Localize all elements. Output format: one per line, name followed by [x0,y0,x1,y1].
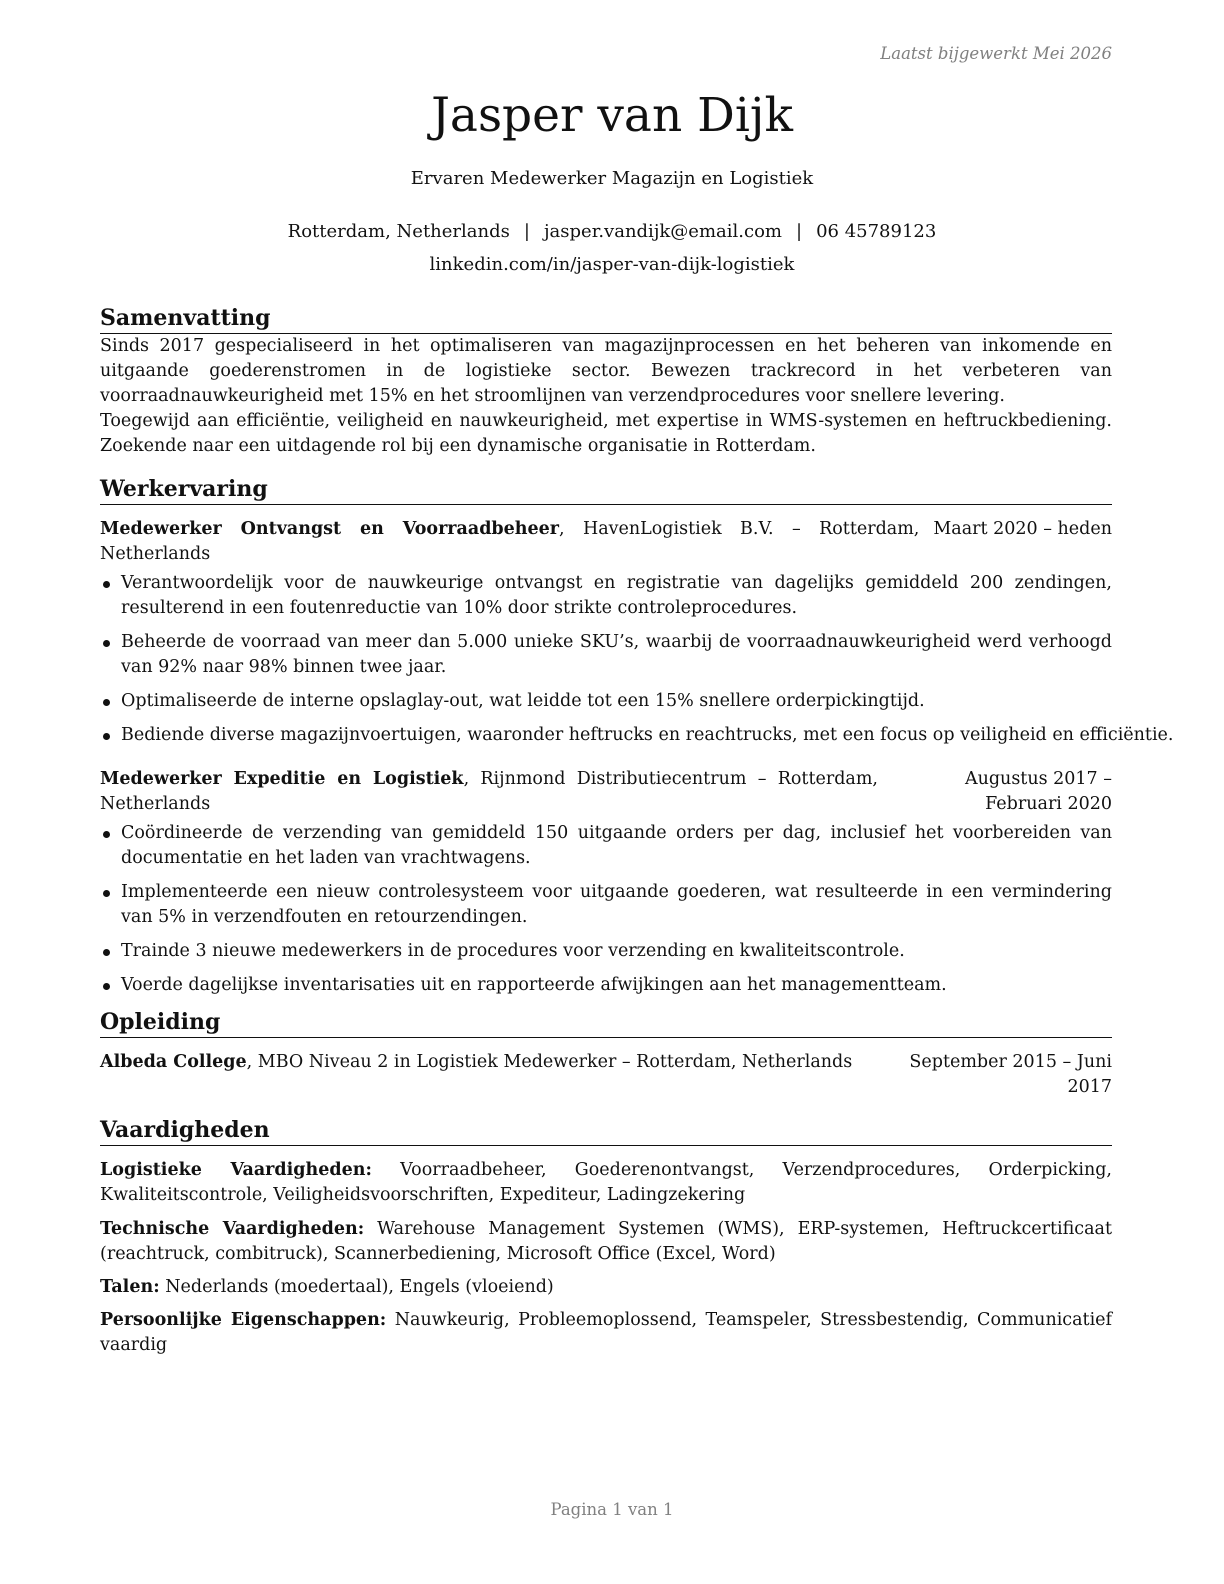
skill-label: Persoonlijke Eigenschappen: [100,1310,387,1330]
education-entry [100,1050,1112,1100]
separator: | [523,221,530,242]
job-dates: Maart 2020 – heden [933,519,1112,539]
page-number: Pagina 1 van 1 [550,1500,674,1519]
skill-value: Nederlands (moedertaal), Engels (vloeiend) [159,1277,554,1297]
bullet-text: Voerde dagelijkse inventarisaties uit en rapporteerde afwijkingen aan het managementteam. [121,975,947,995]
bullet-text: Optimaliseerde de interne opslaglay-out, wat leidde tot een 15% snellere orderpickingtijd. [121,691,925,711]
list-item [100,723,1174,748]
job-title-line [100,767,892,817]
job-dates: Augustus 2017 – Februari 2020 [964,769,1112,814]
skill-value: Nauwkeurig, Probleemoplossend, Teamspeler, Stressbestendig, Communicatief vaardig [100,1310,1113,1355]
list-item [100,821,1112,871]
education-details: , MBO Niveau 2 in Logistiek Medewerker – Rotterdam, Netherlands [246,1052,853,1072]
candidate-tagline: Ervaren Medewerker Magazijn en Logistiek [410,168,814,189]
list-item [100,571,1112,621]
skill-line [100,1158,1112,1208]
bullet-text: Beheerde de voorraad van meer dan 5.000 unieke SKU’s, waarbij de voorraadnauwkeurigheid werd verhoogd van 92% naar 98% binnen twee jaar. [121,632,1112,677]
skill-label: Logistieke Vaardigheden: [100,1160,372,1180]
education-section [100,1007,1112,1100]
contact-line [0,220,1224,244]
bullet-icon [103,983,110,990]
education-line [100,1050,909,1075]
section-heading-experience: Werkervaring [100,474,1112,505]
bullet-icon [103,581,110,588]
list-item [100,939,1112,964]
bullet-text: Verantwoordelijk voor de nauwkeurige ontvangst en registratie van dagelijks gemiddeld 200 zendingen, resulterend in een foutenreductie van 10% door strikte controleprocedures. [121,573,1112,618]
summary-paragraph: Toegewijd aan efficiëntie, veiligheid en nauwkeurigheid, met expertise in WMS-systemen en heftruckbediening. Zoekende naar een uitdagende rol bij een dynamische organisatie in Rotterdam. [100,411,1112,456]
list-item [100,630,1112,680]
education-dates-line: September 2015 – Juni [909,1052,1112,1072]
job-header [100,767,1112,817]
skill-label: Talen: [100,1277,160,1297]
job-entry [100,767,1112,998]
skills-section [100,1115,1112,1358]
bullet-icon [103,831,110,838]
job-entry [100,517,1174,748]
bullet-text: Trainde 3 nieuwe medewerkers in de procedures voor verzending en kwaliteitscontrole. [121,941,905,961]
resume-body [100,303,1174,1358]
school-name: Albeda College [100,1052,247,1072]
list-item [100,689,1112,714]
education-dates-line: 2017 [1067,1077,1112,1097]
job-details: , HavenLogistiek B.V. – Rotterdam, Netherlands [100,519,920,564]
linkedin-link[interactable]: linkedin.com/in/jasper-van-dijk-logistiek [429,254,795,275]
bullet-text: Coördineerde de verzending van gemiddeld 150 uitgaande orders per dag, inclusief het voorbereiden van documentatie en het laden van vrachtwagens. [121,823,1112,868]
list-item [100,880,1112,930]
email-link[interactable]: jasper.vandijk@email.com [543,221,782,242]
skill-value: Warehouse Management Systemen (WMS), ERP-systemen, Heftruckcertificaat (reachtruck, combitruck), Scannerbediening, Microsoft Office (Excel, Word) [100,1219,1112,1264]
phone-text: 06 45789123 [816,221,937,242]
job-header [100,517,1112,567]
bullet-icon [103,890,110,897]
summary-section [100,303,1112,459]
job-details: , Rijnmond Distributiecentrum – Rotterdam, Netherlands [100,769,878,814]
bullet-icon [103,699,110,706]
location-text: Rotterdam, Netherlands [287,221,510,242]
section-heading-summary: Samenvatting [100,303,1112,334]
bullet-icon [103,640,110,647]
separator: | [795,221,803,242]
skill-line [100,1217,1112,1267]
section-heading-skills: Vaardigheden [100,1115,1112,1146]
job-bullets [100,571,1174,748]
experience-section [100,474,1174,998]
skill-line [100,1275,1112,1300]
job-title: Medewerker Ontvangst en Voorraadbeheer [100,519,560,539]
bullet-text: Implementeerde een nieuw controlesysteem voor uitgaande goederen, wat resulteerde in een vermindering van 5% in verzendfouten en retourzendingen. [121,882,1112,927]
list-item [100,973,1112,998]
summary-paragraph: Sinds 2017 gespecialiseerd in het optimaliseren van magazijnprocessen en het beheren van inkomende en uitgaande goederenstromen in de logistieke sector. Bewezen trackrecord in het verbeteren van voorraadnauwkeurigheid met 15% en het stroomlijnen van verzendprocedures voor snellere levering. [100,336,1112,406]
bullet-icon [103,949,110,956]
education-dates [909,1050,1112,1100]
job-bullets [100,821,1112,998]
skill-value: Voorraadbeheer, Goederenontvangst, Verzendprocedures, Orderpicking, Kwaliteitscontrole, Veiligheidsvoorschriften, Expediteur, Ladingzekering [100,1160,1112,1205]
bullet-icon [103,733,110,740]
skill-label: Technische Vaardigheden: [100,1219,365,1239]
bullet-text: Bediende diverse magazijnvoertuigen, waaronder heftrucks en reachtrucks, met een focus op veiligheid en efficiëntie. [121,725,1174,745]
skill-line [100,1308,1112,1358]
candidate-name: Jasper van Dijk [431,88,793,143]
job-title: Medewerker Expeditie en Logistiek [100,769,464,789]
job-title-line [100,517,933,567]
last-updated: Laatst bijgewerkt Mei 2026 [880,44,1112,63]
section-heading-education: Opleiding [100,1007,1112,1038]
